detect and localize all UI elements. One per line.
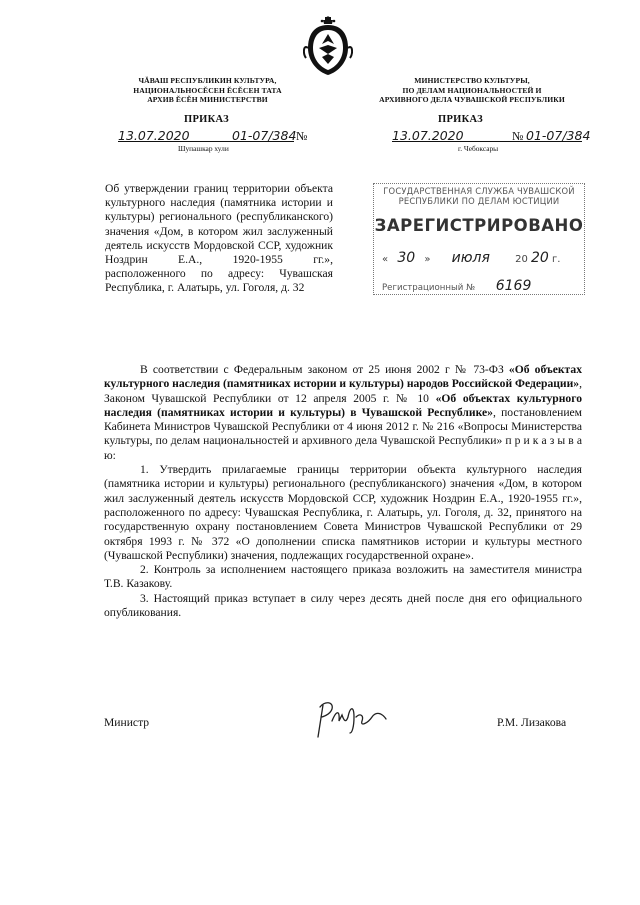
header-left-line1: ЧĂВАШ РЕСПУБЛИКИН КУЛЬТУРА,	[138, 76, 277, 85]
header-right-line2: ПО ДЕЛАМ НАЦИОНАЛЬНОСТЕЙ И	[402, 85, 542, 95]
stamp-reg-label: Регистрационный №	[382, 283, 475, 293]
stamp-authority-line1: ГОСУДАРСТВЕННАЯ СЛУЖБА ЧУВАШСКОЙ	[383, 186, 575, 196]
preamble-part-b: «Об объектах культурного наследия (памятниках истории и культуры) народов Российской Федерации»	[104, 363, 582, 391]
number-sign-right: №	[512, 129, 524, 143]
registration-stamp	[373, 183, 585, 295]
clause-3: 3. Настоящий приказ вступает в силу через десять дней после дня его официального опубликования.	[104, 591, 582, 620]
stamp-year-prefix: 20	[515, 254, 528, 265]
stamp-authority-line2: РЕСПУБЛИКИ ПО ДЕЛАМ ЮСТИЦИИ	[398, 196, 560, 206]
order-date-right: 13.07.2020	[392, 128, 464, 143]
order-number-right: 01-07/384	[526, 128, 591, 143]
stamp-day: 30	[397, 250, 416, 266]
header-left	[125, 76, 290, 105]
date-line-right	[392, 141, 582, 142]
order-subject: Об утверждении границ территории объекта культурного наследия (памятника истории и культуры) регионального (республиканского) значения «Дом, в котором жил заслуженный деятель искусств Мордовской ССР, художник Ноздрин Е.А., 1920-1955 гг.», расположенного по адресу: Чувашская Республика, г. Алатырь, ул. Гоголя, д. 32	[105, 182, 333, 295]
header-right	[372, 76, 572, 105]
handwritten-signature	[312, 697, 392, 739]
preamble-part-e: , постановлением Кабинета Министров Чувашской Республики от 4 июня 2012 г. № 216 «Вопросы Министерства культуры, по делам национальностей и архивного дела Чувашской Республики»	[104, 405, 583, 448]
stamp-registered: ЗАРЕГИСТРИРОВАНО	[374, 216, 584, 235]
signatory-role: Министр	[104, 716, 150, 729]
date-line-left	[118, 141, 294, 142]
stamp-year-abbr: г.	[552, 254, 561, 265]
preamble-part-c: , Законом Чувашской Республики от 12 апреля 2005 г. № 10	[104, 377, 582, 405]
preamble-part-d: «Об объектах культурного наследия (памятниках истории и культуры) в Чувашской Республике»	[104, 391, 583, 419]
header-right-line1: МИНИСТЕРСТВО КУЛЬТУРЫ,	[414, 76, 530, 85]
stamp-reg-number	[382, 278, 531, 294]
order-title-right: ПРИКАЗ	[438, 114, 484, 125]
clause-1: 1. Утвердить прилагаемые границы территории объекта культурного наследия (памятника истории и культуры) регионального (республиканского) значения «Дом, в котором жил заслуженный деятель искусств Мордовской ССР, художник Ноздрин Е.А., 1920-1955 гг.», расположенного по адресу: Чувашская Республика, г. Алатырь, ул. Гоголя, д. 32, принятого на государственную охрану постановлением Совета Министров Чувашской Республики от 29 октября 1993 г. № 372 «О дополнении списка памятников истории и культуры местного (Чувашской Республики) значения, подлежащих государственной охране».	[104, 463, 582, 562]
stamp-quote-open: «	[382, 254, 389, 265]
header-right-line3: АРХИВНОГО ДЕЛА ЧУВАШСКОЙ РЕСПУБЛИКИ	[379, 95, 565, 104]
coat-of-arms-emblem	[303, 14, 353, 76]
order-number-left: 01-07/384	[232, 128, 297, 143]
header-left-line2: НАЦИОНАЛЬНОСĔСЕН ĔСĔСЕН ТАТА	[133, 85, 282, 95]
order-directive: п р и к а з ы в а ю:	[104, 434, 582, 462]
place-left: Шупашкар хули	[178, 144, 229, 153]
order-body	[104, 363, 582, 620]
signatory-name: Р.М. Лизакова	[497, 716, 567, 729]
clause-2: 2. Контроль за исполнением настоящего приказа возложить на заместителя министра Т.В. Казакову.	[104, 563, 582, 591]
stamp-year-suffix: 20	[531, 250, 549, 266]
stamp-authority	[378, 186, 580, 206]
stamp-quote-close: »	[424, 254, 431, 265]
preamble-part-a: В соответствии с Федеральным законом от 25 июня 2002 г № 73-ФЗ	[140, 363, 509, 376]
order-title-left: ПРИКАЗ	[184, 114, 230, 125]
stamp-date	[382, 250, 560, 266]
stamp-reg-value: 6169	[495, 278, 532, 294]
place-right: г. Чебоксары	[458, 144, 499, 153]
order-date-left: 13.07.2020	[118, 128, 190, 143]
stamp-month: июля	[451, 250, 490, 266]
header-left-line3: АРХИВ ĔСĔН МИНИСТЕРСТВИ	[147, 95, 268, 104]
preamble-paragraph	[104, 363, 582, 463]
number-sign-left: №	[296, 129, 308, 143]
